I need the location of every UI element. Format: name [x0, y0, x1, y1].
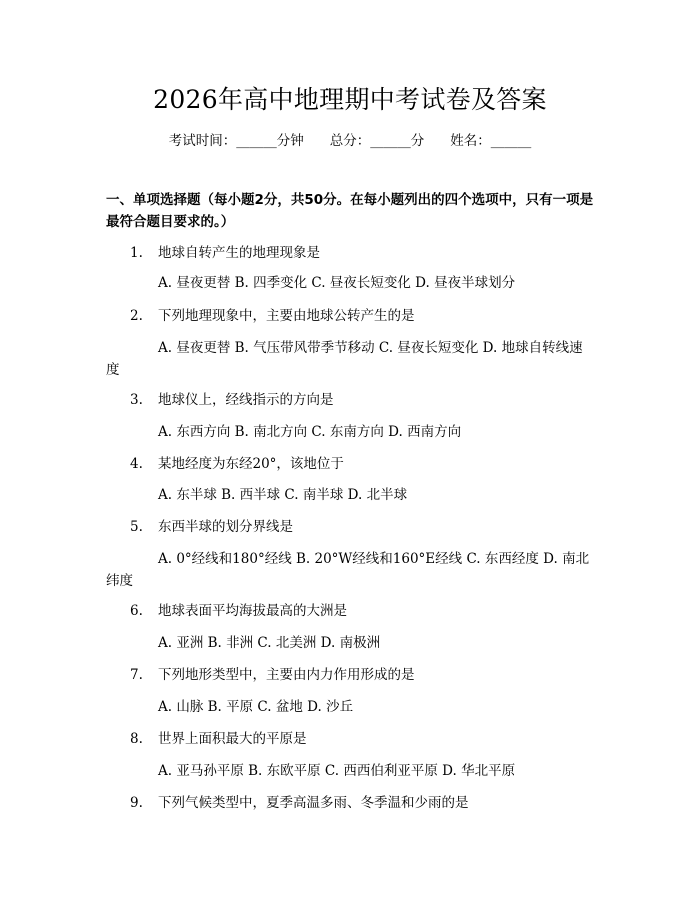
- question-number: 2.: [130, 308, 143, 324]
- section-heading: 一、单项选择题（每小题2分，共50分。在每小题列出的四个选项中，只有一项是最符合题目要求的。）: [106, 192, 594, 230]
- question-7: [106, 665, 602, 685]
- question-4-options: A. 东半球 B. 西半球 C. 南半球 D. 北半球: [158, 487, 408, 503]
- question-text: 地球仪上，经线指示的方向是: [158, 392, 334, 408]
- question-text: 某地经度为东经20°，该地位于: [158, 456, 344, 472]
- question-text: 下列气候类型中，夏季高温多雨、冬季温和少雨的是: [158, 795, 469, 811]
- question-text: 下列地理现象中，主要由地球公转产生的是: [158, 308, 415, 324]
- exam-title: 2026年高中地理期中考试卷及答案: [153, 85, 547, 114]
- question-text: 下列地形类型中，主要由内力作用形成的是: [158, 667, 415, 683]
- question-text: 地球表面平均海拔最高的大洲是: [158, 603, 347, 619]
- question-3: [106, 390, 602, 410]
- question-number: 7.: [130, 667, 143, 683]
- question-2-options: A. 昼夜更替 B. 气压带风带季节移动 C. 昼夜长短变化 D. 地球自转线速度: [106, 340, 583, 378]
- question-9: [106, 793, 602, 813]
- question-8-options: A. 亚马孙平原 B. 东欧平原 C. 西西伯利亚平原 D. 华北平原: [158, 763, 516, 779]
- question-text: 地球自转产生的地理现象是: [158, 245, 320, 261]
- question-8: [106, 729, 602, 749]
- question-number: 4.: [130, 456, 143, 472]
- total-score-unit: 分: [410, 133, 425, 149]
- question-3-options: A. 东西方向 B. 南北方向 C. 东南方向 D. 西南方向: [158, 424, 462, 440]
- question-number: 9.: [130, 795, 143, 811]
- question-6: [106, 601, 602, 621]
- question-6-options: A. 亚洲 B. 非洲 C. 北美洲 D. 南极洲: [158, 635, 381, 651]
- question-2: [106, 306, 602, 326]
- question-number: 6.: [130, 603, 143, 619]
- question-text: 东西半球的划分界线是: [158, 519, 293, 535]
- question-number: 8.: [130, 731, 143, 747]
- question-1: [106, 243, 602, 263]
- question-7-options: A. 山脉 B. 平原 C. 盆地 D. 沙丘: [158, 699, 354, 715]
- exam-time-field: [169, 131, 304, 151]
- question-number: 1.: [130, 245, 143, 261]
- question-text: 世界上面积最大的平原是: [158, 731, 307, 747]
- question-1-options: A. 昼夜更替 B. 四季变化 C. 昼夜长短变化 D. 昼夜半球划分: [158, 275, 516, 291]
- question-number: 5.: [130, 519, 143, 535]
- total-score-blank: ______: [370, 133, 411, 149]
- question-4: [106, 454, 602, 474]
- total-score-field: [330, 131, 425, 151]
- exam-time-unit: 分钟: [276, 133, 304, 149]
- exam-time-label: 考试时间：: [168, 133, 237, 149]
- question-5: [106, 517, 602, 537]
- total-score-label: 总分：: [329, 133, 371, 149]
- student-name-field: [450, 131, 531, 151]
- exam-time-blank: ______: [236, 133, 277, 149]
- question-number: 3.: [130, 392, 143, 408]
- student-name-label: 姓名：: [450, 133, 491, 149]
- question-5-options: A. 0°经线和180°经线 B. 20°W经线和160°E经线 C. 东西经度 D. 南北纬度: [106, 551, 590, 589]
- student-name-blank: ______: [490, 133, 532, 149]
- exam-info-line: [0, 131, 700, 151]
